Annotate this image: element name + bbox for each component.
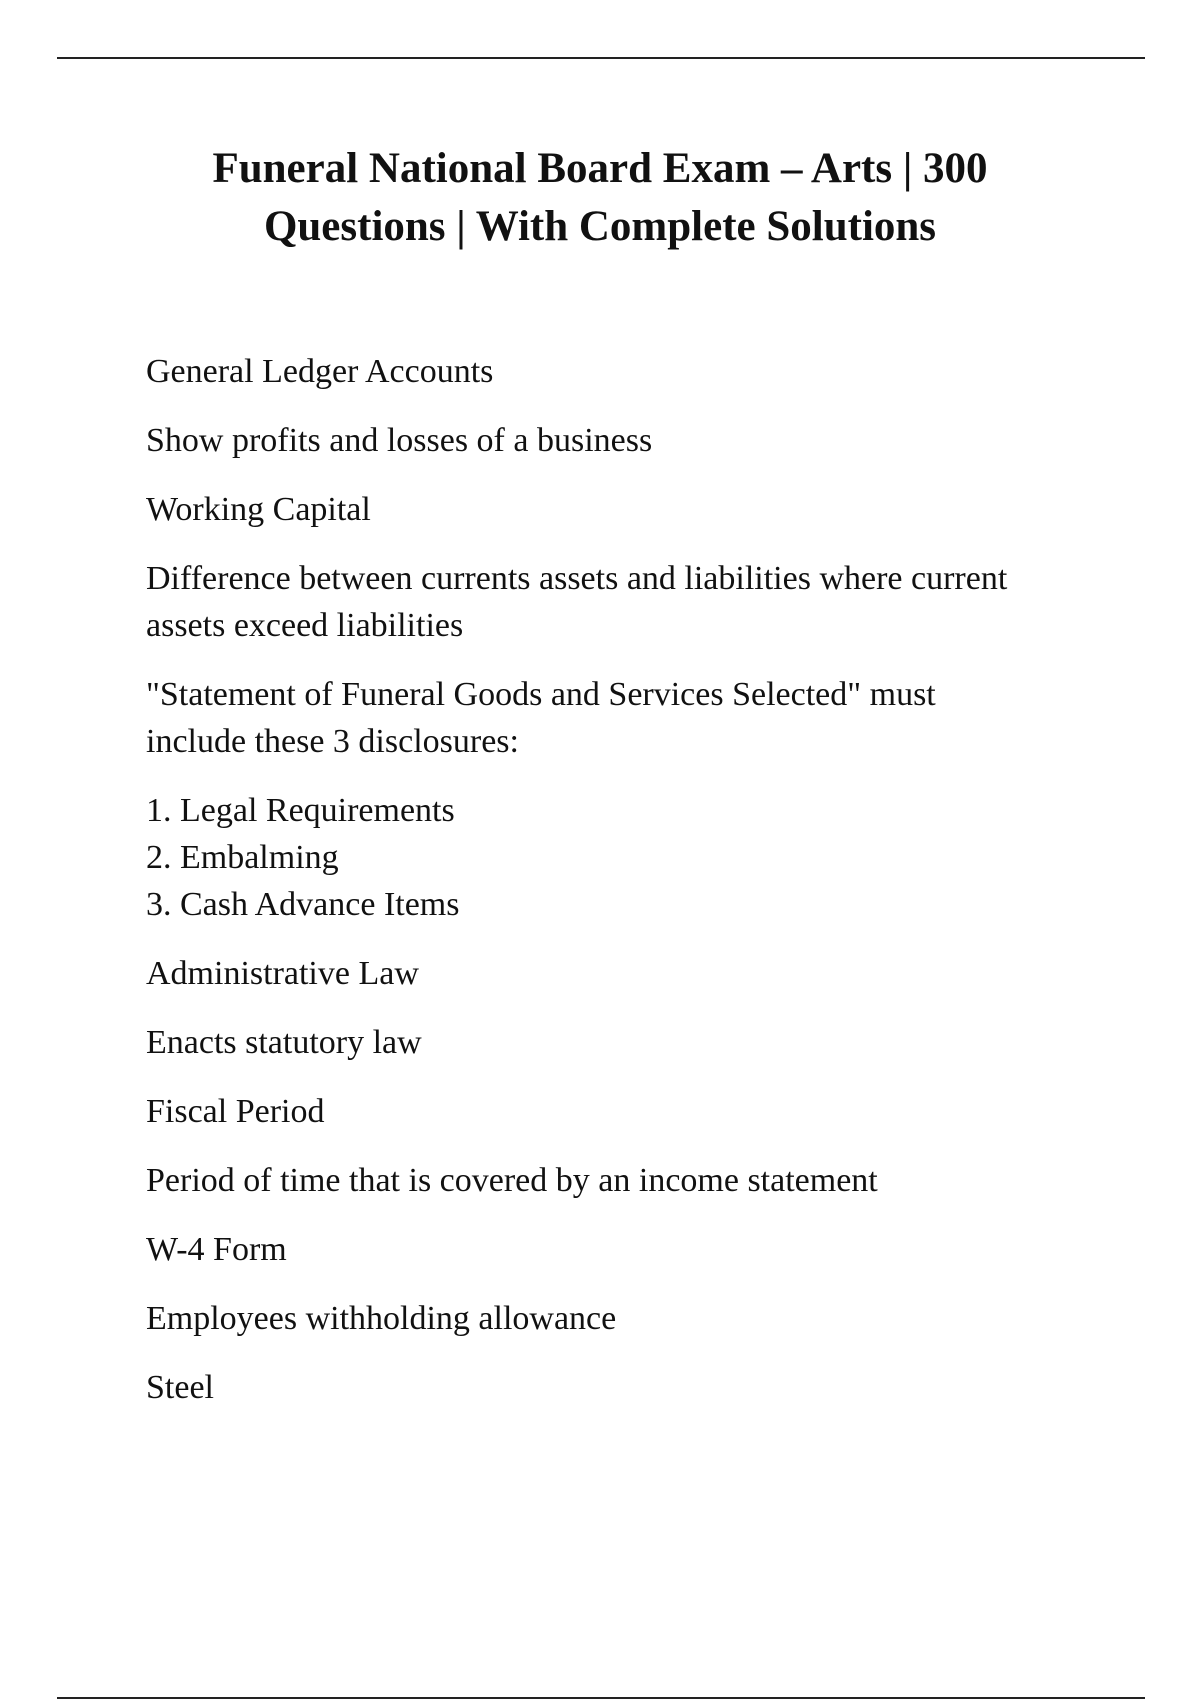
entry-line: Enacts statutory law bbox=[146, 1024, 422, 1061]
entry-term bbox=[146, 950, 1086, 997]
top-rule bbox=[57, 57, 1145, 59]
list-item: 2. Embalming bbox=[146, 839, 339, 876]
entry-line: General Ledger Accounts bbox=[146, 353, 494, 390]
document-body bbox=[146, 348, 1086, 1433]
list-item: 1. Legal Requirements bbox=[146, 792, 455, 829]
entry-answer bbox=[146, 417, 1086, 464]
entry-term bbox=[146, 1226, 1086, 1273]
entry-term bbox=[146, 348, 1086, 395]
document-title bbox=[150, 140, 1050, 256]
entry-line: assets exceed liabilities bbox=[146, 607, 464, 644]
entry-answer bbox=[146, 1019, 1086, 1066]
title-line-2: Questions | With Complete Solutions bbox=[263, 203, 937, 250]
entry-answer bbox=[146, 555, 1086, 649]
entry-line: Steel bbox=[146, 1369, 214, 1406]
entry-line: Administrative Law bbox=[146, 955, 419, 992]
entry-term bbox=[146, 1088, 1086, 1135]
entry-line: "Statement of Funeral Goods and Services Selected" must bbox=[146, 676, 936, 713]
entry-line: Fiscal Period bbox=[146, 1093, 325, 1130]
entry-term bbox=[146, 1364, 1086, 1411]
entry-answer-list bbox=[146, 787, 1086, 928]
entry-line: Difference between currents assets and liabilities where current bbox=[146, 560, 1008, 597]
entry-term bbox=[146, 486, 1086, 533]
entry-answer bbox=[146, 1157, 1086, 1204]
entry-term bbox=[146, 671, 1086, 765]
title-line-1: Funeral National Board Exam – Arts | 300 bbox=[212, 145, 988, 192]
bottom-rule bbox=[57, 1697, 1145, 1699]
list-item: 3. Cash Advance Items bbox=[146, 886, 460, 923]
entry-answer bbox=[146, 1295, 1086, 1342]
entry-line: include these 3 disclosures: bbox=[146, 723, 519, 760]
entry-line: Employees withholding allowance bbox=[146, 1300, 617, 1337]
entry-line: W-4 Form bbox=[146, 1231, 287, 1268]
entry-line: Working Capital bbox=[146, 491, 371, 528]
entry-line: Show profits and losses of a business bbox=[146, 422, 653, 459]
entry-line: Period of time that is covered by an income statement bbox=[146, 1162, 878, 1199]
